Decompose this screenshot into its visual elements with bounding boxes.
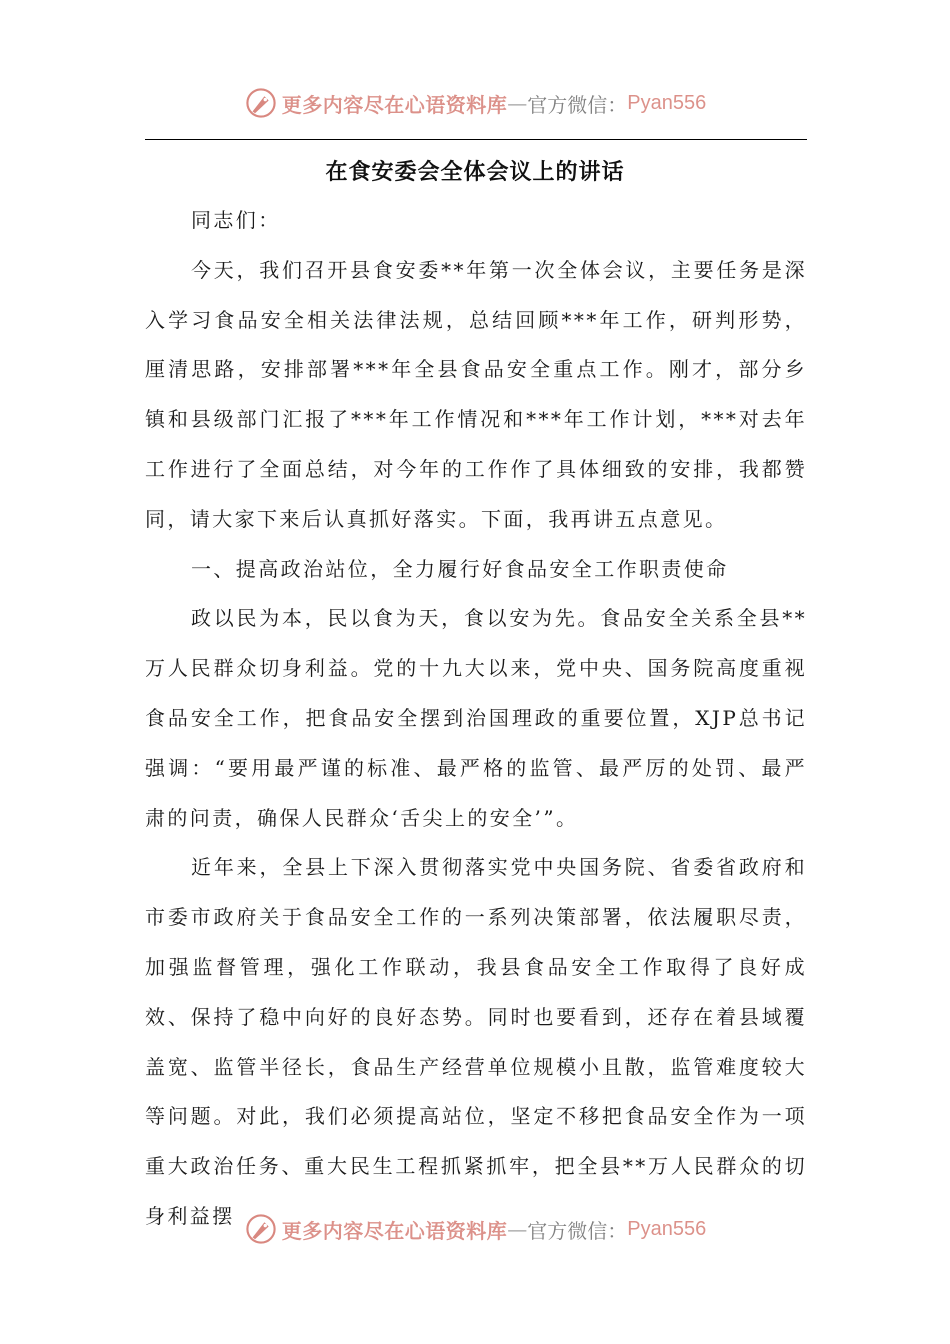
watermark-label: 官方微信： (527, 1218, 628, 1243)
watermark-label: 官方微信： (527, 92, 628, 117)
section-heading-1: 一、提高政治站位，全力履行好食品安全工作职责使命 (191, 556, 729, 581)
pen-nib-logo-icon (244, 1212, 278, 1246)
watermark-separator: — (507, 91, 528, 115)
watermark-separator: — (507, 1217, 528, 1241)
salutation: 同志们： (191, 208, 281, 232)
watermark-footer (0, 1209, 950, 1249)
body-paragraph-3: 近年来，全县上下深入贯彻落实党中央国务院、省委省政府和市委市政府关于食品安全工作的一系列决策部署，依法履职尽责，加强监督管理，强化工作联动，我县食品安全工作取得了良好成效、保持了稳中向好的良好态势。同时也要看到，还存在着县域覆盖宽、监管半径长，食品生产经营单位规模小且散，监管难度较大等问题。对此，我们必须提高站位，坚定不移把食品安全作为一项重大政治任务、重大民生工程抓紧抓牢，把全县**万人民群众的切身利益摆 (145, 855, 807, 1228)
header-divider (145, 139, 807, 140)
document-title: 在食安委会全体会议上的讲话 (325, 160, 625, 185)
body-paragraph-2: 政以民为本，民以食为天，食以安为先。食品安全关系全县**万人民群众切身利益。党的十九大以来，党中央、国务院高度重视食品安全工作，把食品安全摆到治国理政的重要位置，XJP总书记强调：“要用最严谨的标准、最严格的监管、最严厉的处罚、最严肃的问责，确保人民群众‘舌尖上的安全’”。 (145, 606, 807, 830)
watermark-brand: 更多内容尽在心语资料库 (281, 92, 508, 117)
watermark-wechat-id: Pyan556 (627, 1217, 707, 1240)
document-body (145, 196, 807, 1242)
body-paragraph-1: 今天，我们召开县食安委**年第一次全体会议，主要任务是深入学习食品安全相关法律法规，总结回顾***年工作，研判形势，厘清思路，安排部署***年全县食品安全重点工作。刚才，部分乡镇和县级部门汇报了***年工作情况和***年工作计划，***对去年工作进行了全面总结，对今年的工作作了具体细致的安排，我都赞同，请大家下来后认真抓好落实。下面，我再讲五点意见。 (145, 257, 807, 531)
watermark-wechat-id: Pyan556 (627, 91, 707, 114)
pen-nib-logo-icon (244, 86, 278, 120)
watermark-header (0, 83, 950, 123)
watermark-brand: 更多内容尽在心语资料库 (281, 1218, 508, 1243)
